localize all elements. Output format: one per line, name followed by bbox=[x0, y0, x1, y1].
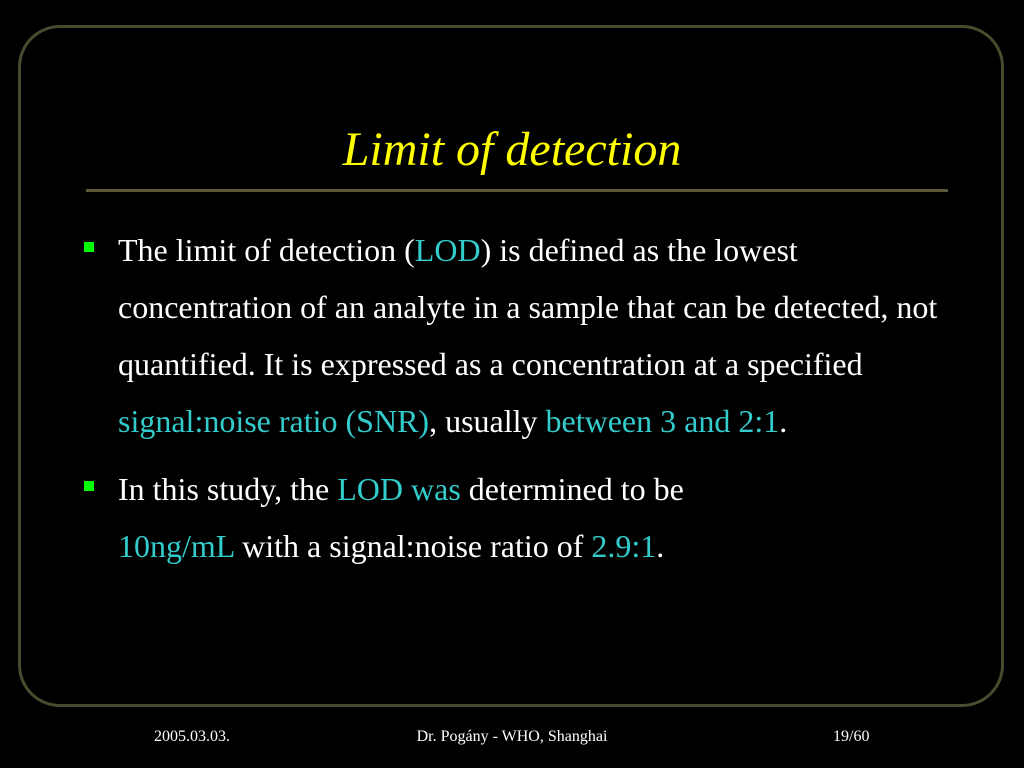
highlight-term: LOD bbox=[414, 232, 481, 268]
highlight-term: 10ng/mL bbox=[118, 528, 235, 564]
square-bullet-icon bbox=[84, 242, 94, 252]
bullet-list bbox=[78, 222, 958, 575]
bullet-text: In this study, the LOD was determined to be 10ng/mL with a signal:noise ratio of 2.9:1. bbox=[118, 471, 684, 564]
highlight-term: signal:noise ratio (SNR) bbox=[118, 403, 430, 439]
highlight-term: 2.9:1 bbox=[591, 528, 657, 564]
slide-title: Limit of detection bbox=[342, 123, 682, 176]
bullet-text: The limit of detection (LOD) is defined as the lowest concentration of an analyte in a sample that can be detected, not quantified. It is expressed as a concentration at a specified signal:noise ratio (SNR), usually between 3 and 2:1. bbox=[118, 232, 938, 439]
highlight-term: between 3 and 2:1 bbox=[545, 403, 780, 439]
slide-number: 19/60 bbox=[833, 728, 870, 745]
footer-author: Dr. Pogány - WHO, Shanghai bbox=[416, 728, 608, 745]
bullet-item-study-lod bbox=[78, 461, 958, 575]
title-divider bbox=[86, 189, 948, 192]
highlight-term: LOD was bbox=[337, 471, 461, 507]
bullet-item-lod-definition bbox=[78, 222, 958, 450]
square-bullet-icon bbox=[84, 481, 94, 491]
footer-date: 2005.03.03. bbox=[154, 728, 230, 745]
